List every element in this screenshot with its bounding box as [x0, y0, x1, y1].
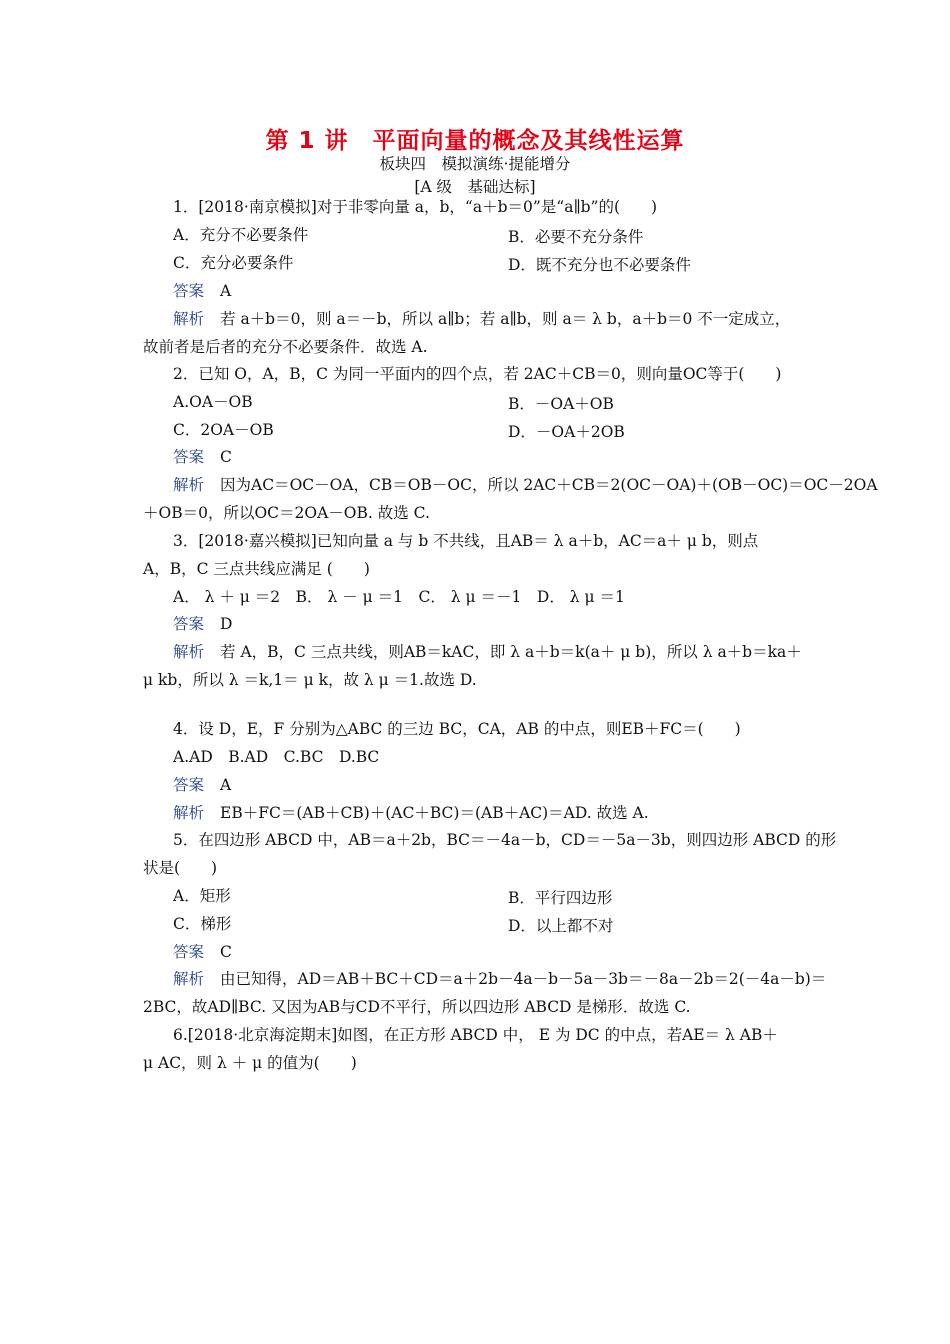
q5-analysis-2: 2BC，故AD∥BC. 又因为AB与CD不平行，所以四边形 ABCD 是梯形．故选 C. — [143, 998, 691, 1016]
level-heading: [A 级 基础达标] — [414, 178, 536, 196]
q1-analysis-row — [173, 309, 843, 329]
q5-option-c: C．梯形 — [173, 915, 232, 933]
q2-analysis-2: ＋OB＝0，所以OC＝2OA－OB. 故选 C. — [143, 504, 430, 522]
answer-label: 答案 — [173, 448, 205, 466]
answer-label: 答案 — [173, 615, 205, 633]
q5-option-a: A．矩形 — [173, 887, 231, 905]
q2-analysis-1: 因为AC＝OC－OA，CB＝OB－OC，所以 2AC＋CB＝2(OC－OA)＋(OB－OC)＝OC－2OA — [220, 476, 878, 494]
q5-answer: C — [220, 943, 232, 961]
q3-analysis-1: 若 A，B，C 三点共线，则AB＝kAC，即 λ a＋b＝k(a＋ μ b)，所以 λ a＋b＝ka＋ — [220, 643, 802, 661]
q1-analysis-1: 若 a＋b＝0，则 a＝－b，所以 a∥b；若 a∥b，则 a＝ λ b，a＋b＝0 不一定成立， — [220, 310, 791, 328]
q1-analysis-2: 故前者是后者的充分不必要条件．故选 A. — [143, 338, 428, 356]
q4-options: A.AD B.AD C.BC D.BC — [173, 748, 380, 766]
q5-option-b: B．平行四边形 — [508, 889, 613, 907]
q5-answer-row — [173, 942, 843, 962]
q3-stem-2: A，B，C 三点共线应满足 ( ) — [143, 560, 370, 578]
q2-option-b: B．－OA＋OB — [508, 395, 614, 413]
q3-analysis-row — [173, 642, 843, 662]
q5-stem-2: 状是( ) — [143, 859, 218, 877]
q2-stem: 2．已知 O，A，B，C 为同一平面内的四个点，若 2AC＋CB＝0，则向量OC等于( ) — [173, 365, 782, 383]
analysis-label: 解析 — [173, 643, 205, 661]
q4-answer-row — [173, 775, 843, 795]
q3-answer-row — [173, 614, 843, 634]
answer-label: 答案 — [173, 776, 205, 794]
q6-stem-1: 6.[2018·北京海淀期末]如图，在正方形 ABCD 中， E 为 DC 的中点，若AE＝ λ AB＋ — [173, 1026, 778, 1044]
q1-answer-row — [173, 281, 843, 301]
q2-option-a: A.OA－OB — [173, 393, 253, 411]
q3-analysis-2: μ kb，所以 λ ＝k,1＝ μ k，故 λ μ ＝1.故选 D. — [143, 671, 477, 689]
analysis-label: 解析 — [173, 970, 205, 988]
q2-option-c: C．2OA－OB — [173, 421, 274, 439]
section-subtitle: 板块四 模拟演练·提能增分 — [379, 155, 571, 173]
q4-stem: 4．设 D，E，F 分别为△ABC 的三边 BC，CA，AB 的中点，则EB＋FC＝( ) — [173, 720, 741, 738]
q1-option-b: B．必要不充分条件 — [508, 228, 644, 246]
analysis-label: 解析 — [173, 804, 205, 822]
q3-answer: D — [220, 615, 233, 633]
page-title: 第 1 讲 平面向量的概念及其线性运算 — [265, 128, 685, 154]
q2-answer: C — [220, 448, 232, 466]
q5-analysis-row — [173, 969, 843, 989]
q1-option-c: C．充分必要条件 — [173, 254, 294, 272]
q2-analysis-row — [173, 475, 878, 495]
answer-label: 答案 — [173, 943, 205, 961]
q5-analysis-1: 由已知得，AD＝AB＋BC＋CD＝a＋2b－4a－b－5a－3b＝－8a－2b＝2(－4a－b)＝ — [220, 970, 827, 988]
analysis-label: 解析 — [173, 310, 205, 328]
q4-answer: A — [220, 776, 232, 794]
q3-stem-1: 3．[2018·嘉兴模拟]已知向量 a 与 b 不共线，且AB＝ λ a＋b，AC＝a＋ μ b，则点 — [173, 532, 759, 550]
answer-label: 答案 — [173, 282, 205, 300]
q2-option-d: D．－OA＋2OB — [508, 423, 625, 441]
q6-stem-2: μ AC，则 λ ＋ μ 的值为( ) — [143, 1054, 357, 1072]
q3-options: A． λ ＋ μ ＝2 B． λ － μ ＝1 C． λ μ ＝－1 D． λ μ ＝1 — [173, 588, 625, 606]
q1-answer: A — [220, 282, 232, 300]
q4-analysis-row — [173, 803, 843, 823]
q1-option-d: D．既不充分也不必要条件 — [508, 256, 691, 274]
q5-option-d: D．以上都不对 — [508, 917, 614, 935]
q2-answer-row — [173, 447, 843, 467]
q1-option-a: A．充分不必要条件 — [173, 226, 309, 244]
q5-stem-1: 5．在四边形 ABCD 中，AB＝a＋2b，BC＝－4a－b，CD＝－5a－3b，则四边形 ABCD 的形 — [173, 831, 837, 849]
analysis-label: 解析 — [173, 476, 205, 494]
q1-stem: 1．[2018·南京模拟]对于非零向量 a，b，“a＋b＝0”是“a∥b”的( ) — [173, 198, 658, 216]
q4-analysis-1: EB＋FC＝(AB＋CB)＋(AC＋BC)＝(AB＋AC)＝AD. 故选 A. — [220, 804, 649, 822]
